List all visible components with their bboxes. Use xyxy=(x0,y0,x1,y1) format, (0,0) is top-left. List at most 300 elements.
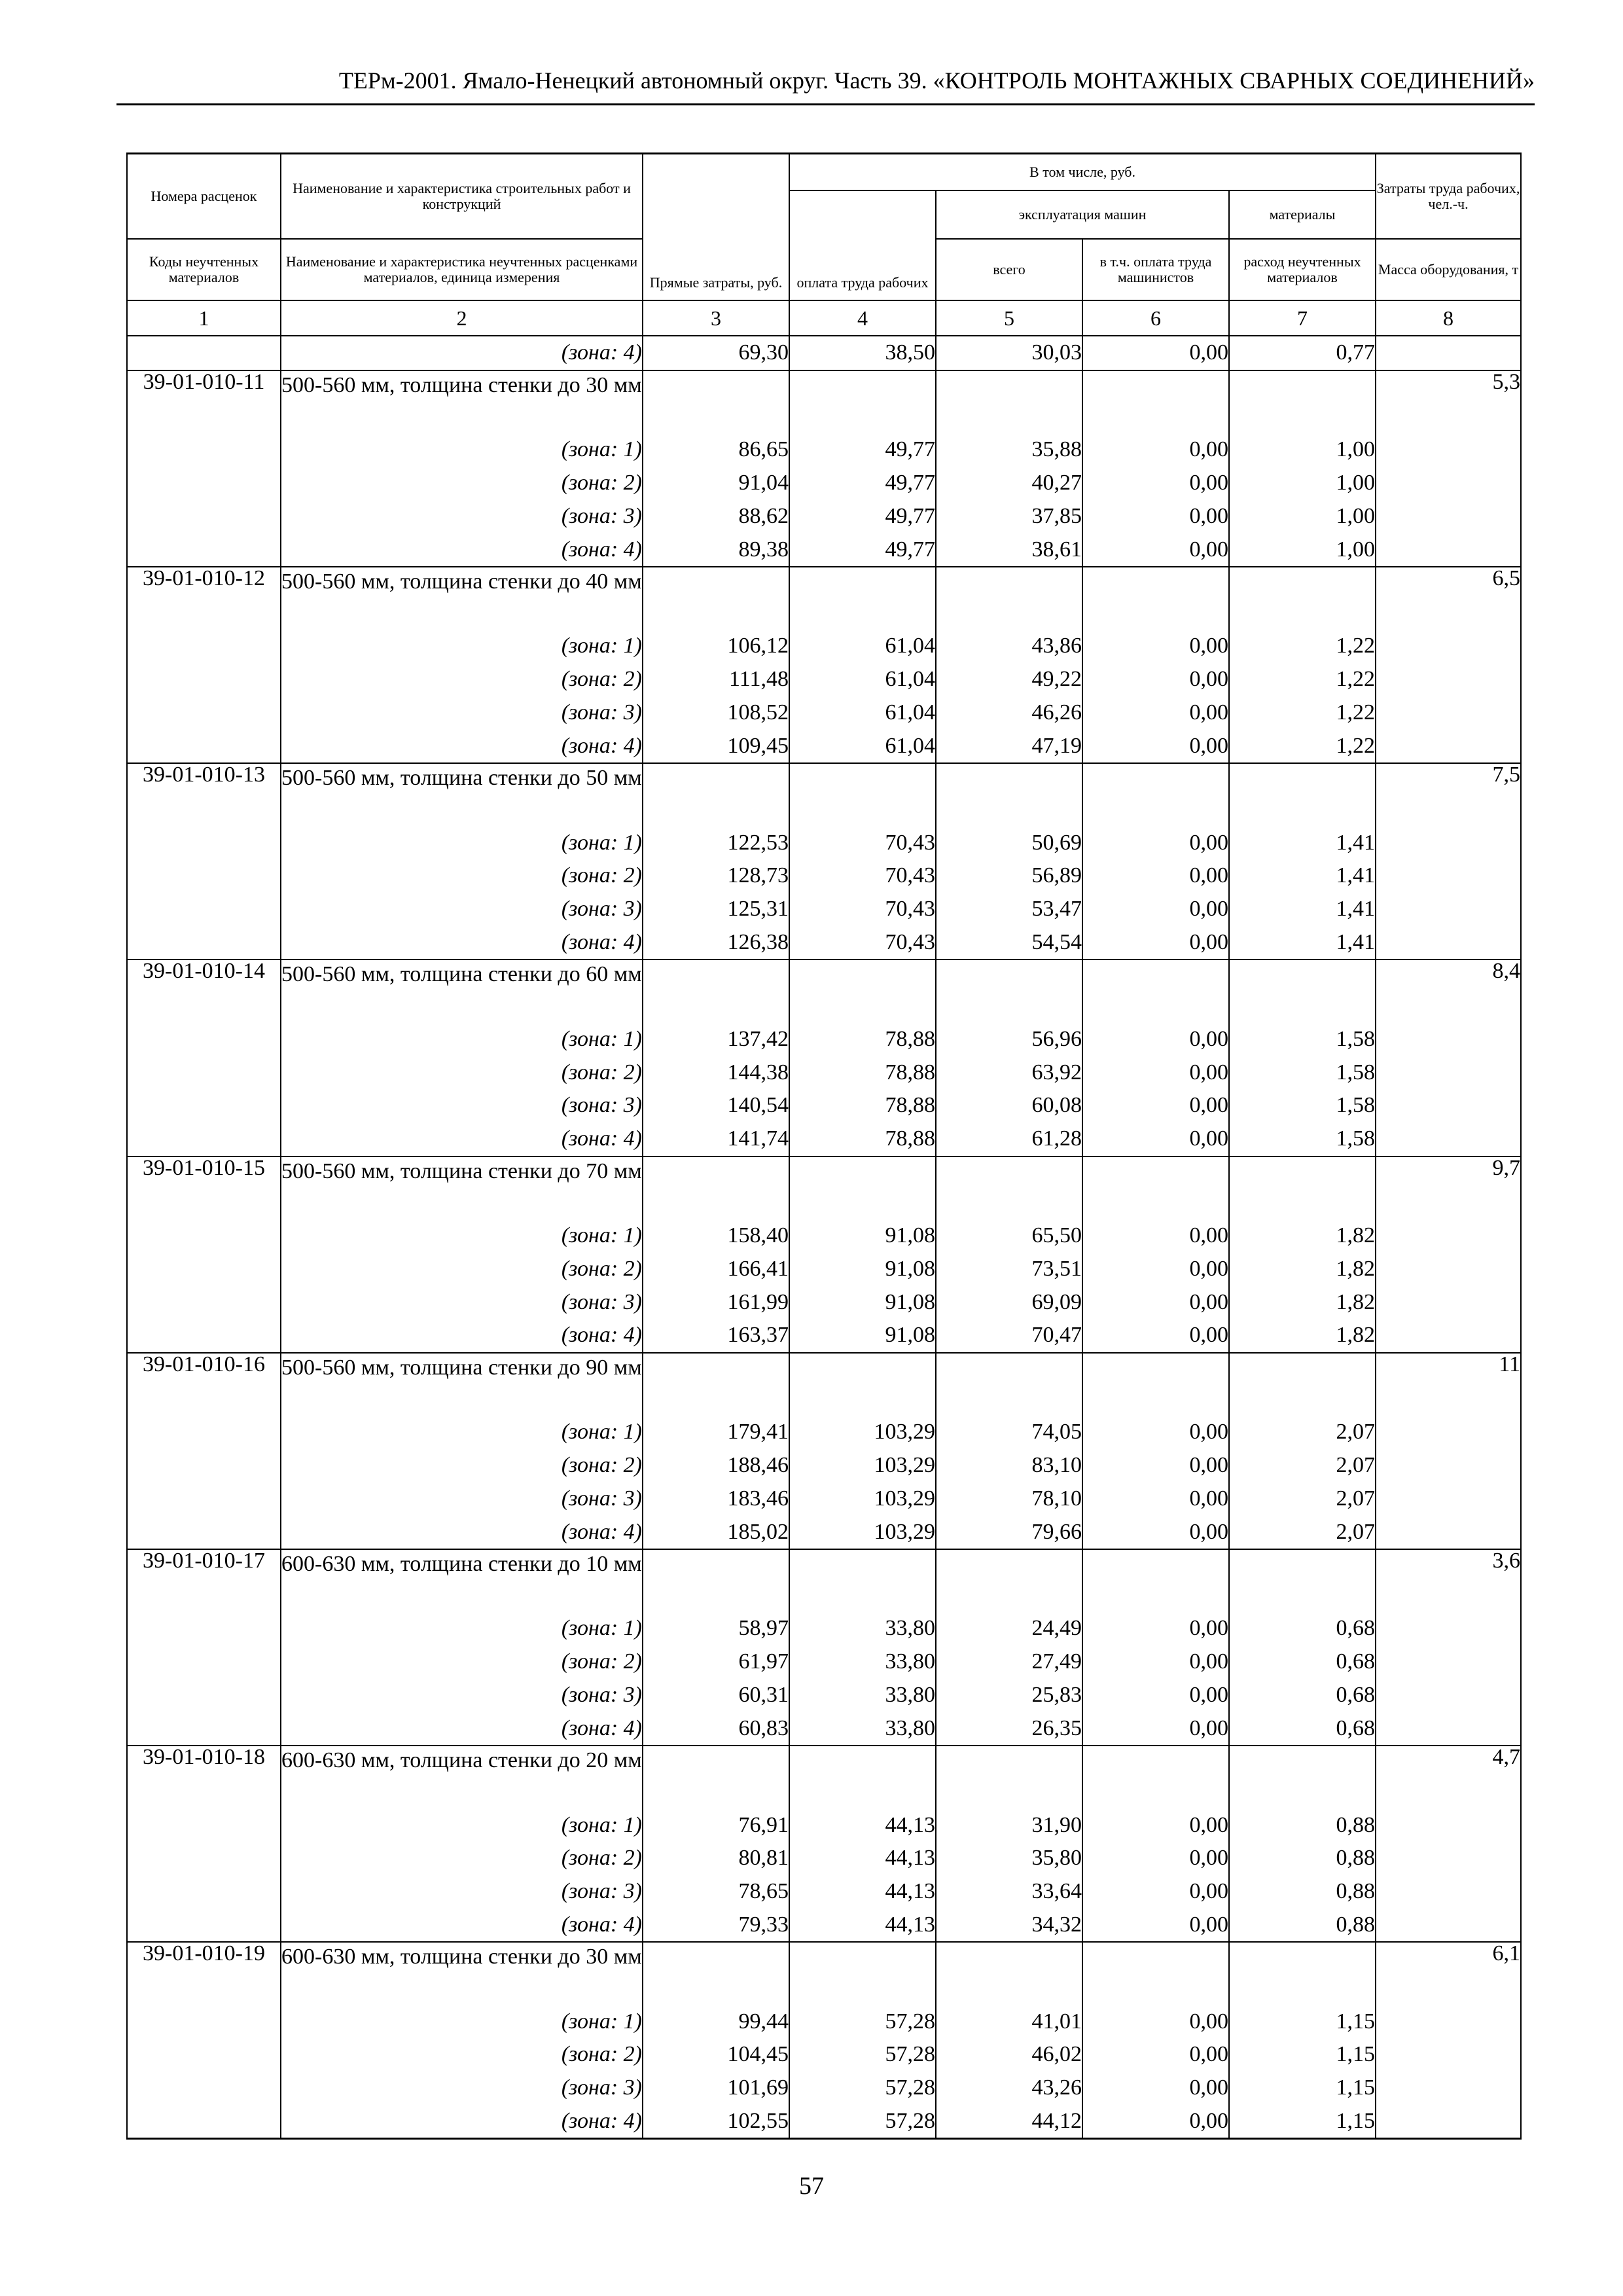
empty-cell xyxy=(1082,763,1229,826)
machinist-pay: 0,00 xyxy=(1082,1319,1229,1353)
zone-row xyxy=(127,1285,1521,1319)
zone-label: (зона: 4) xyxy=(281,729,643,763)
empty-cell xyxy=(789,960,936,1022)
zone-row xyxy=(127,1319,1521,1353)
materials-cost: 1,41 xyxy=(1229,826,1376,859)
code-cell xyxy=(127,893,281,926)
rate-entry-row xyxy=(127,1942,1521,2005)
zone-row xyxy=(127,1909,1521,1943)
work-description: 600-630 мм, толщина стенки до 20 мм xyxy=(281,1746,643,1808)
labor-cell xyxy=(1376,2005,1521,2038)
direct-costs: 111,48 xyxy=(643,663,789,696)
empty-cell xyxy=(789,1353,936,1416)
worker-pay: 49,77 xyxy=(789,433,936,467)
work-description: 500-560 мм, толщина стенки до 30 мм xyxy=(281,370,643,433)
labor-hours: 6,5 xyxy=(1376,567,1521,630)
empty-cell xyxy=(936,1353,1082,1416)
rate-code: 39-01-010-17 xyxy=(127,1549,281,1612)
code-cell xyxy=(127,1022,281,1056)
direct-costs: 60,83 xyxy=(643,1712,789,1746)
zone-label: (зона: 2) xyxy=(281,1056,643,1089)
machines-total: 26,35 xyxy=(936,1712,1082,1746)
code-cell xyxy=(127,926,281,960)
header-col8-top: Затраты труда рабочих, чел.-ч. xyxy=(1376,154,1521,240)
machines-total: 33,64 xyxy=(936,1875,1082,1909)
machines-total: 47,19 xyxy=(936,729,1082,763)
machines-total: 83,10 xyxy=(936,1449,1082,1482)
work-description: 600-630 мм, толщина стенки до 30 мм xyxy=(281,1942,643,2005)
empty-cell xyxy=(1082,1157,1229,1219)
page-number: 57 xyxy=(799,2172,824,2200)
zone-label: (зона: 4) xyxy=(281,1122,643,1157)
direct-costs: 126,38 xyxy=(643,926,789,960)
labor-cell xyxy=(1376,1612,1521,1645)
materials-cost: 0,88 xyxy=(1229,1842,1376,1875)
machinist-pay: 0,00 xyxy=(1082,499,1229,533)
header-col4: оплата труда рабочих xyxy=(789,190,936,300)
code-cell xyxy=(127,1449,281,1482)
worker-pay: 70,43 xyxy=(789,859,936,893)
column-number: 5 xyxy=(936,300,1082,336)
header-col7: расход неучтенных материалов xyxy=(1229,239,1376,300)
labor-cell xyxy=(1376,663,1521,696)
zone-row xyxy=(127,1089,1521,1122)
empty-cell xyxy=(643,370,789,433)
labor-cell xyxy=(1376,1679,1521,1712)
worker-pay: 33,80 xyxy=(789,1645,936,1679)
labor-cell xyxy=(1376,1252,1521,1285)
zone-label: (зона: 3) xyxy=(281,1482,643,1515)
labor-cell xyxy=(1376,1712,1521,1746)
zone-label: (зона: 4) xyxy=(281,1712,643,1746)
zone-row xyxy=(127,1645,1521,1679)
zone-row xyxy=(127,2072,1521,2105)
materials-cost: 1,41 xyxy=(1229,926,1376,960)
empty-cell xyxy=(1082,1746,1229,1808)
empty-cell xyxy=(1229,1746,1376,1808)
machines-total: 44,12 xyxy=(936,2105,1082,2139)
labor-cell xyxy=(1376,499,1521,533)
labor-cell xyxy=(1376,1515,1521,1549)
direct-costs: 60,31 xyxy=(643,1679,789,1712)
direct-costs: 137,42 xyxy=(643,1022,789,1056)
worker-pay: 91,08 xyxy=(789,1285,936,1319)
code-cell xyxy=(127,663,281,696)
empty-cell xyxy=(1229,370,1376,433)
direct-costs: 78,65 xyxy=(643,1875,789,1909)
machinist-pay: 0,00 xyxy=(1082,336,1229,370)
worker-pay: 33,80 xyxy=(789,1712,936,1746)
direct-costs: 106,12 xyxy=(643,630,789,663)
machinist-pay: 0,00 xyxy=(1082,1842,1229,1875)
labor-hours: 7,5 xyxy=(1376,763,1521,826)
labor-cell xyxy=(1376,630,1521,663)
materials-cost: 2,07 xyxy=(1229,1515,1376,1549)
code-cell xyxy=(127,2038,281,2072)
zone-row xyxy=(127,1842,1521,1875)
machinist-pay: 0,00 xyxy=(1082,1252,1229,1285)
materials-cost: 1,22 xyxy=(1229,663,1376,696)
empty-cell xyxy=(1229,567,1376,630)
zone-row xyxy=(127,1482,1521,1515)
labor-hours: 9,7 xyxy=(1376,1157,1521,1219)
zone-row xyxy=(127,859,1521,893)
labor-hours: 3,6 xyxy=(1376,1549,1521,1612)
materials-cost: 1,22 xyxy=(1229,696,1376,730)
worker-pay: 61,04 xyxy=(789,630,936,663)
zone-label: (зона: 3) xyxy=(281,2072,643,2105)
labor-hours: 5,3 xyxy=(1376,370,1521,433)
zone-label: (зона: 2) xyxy=(281,467,643,500)
empty-cell xyxy=(789,567,936,630)
zone-row xyxy=(127,2105,1521,2139)
code-cell xyxy=(127,1645,281,1679)
code-cell xyxy=(127,1416,281,1449)
machinist-pay: 0,00 xyxy=(1082,1712,1229,1746)
materials-cost: 0,68 xyxy=(1229,1712,1376,1746)
worker-pay: 61,04 xyxy=(789,663,936,696)
labor-cell xyxy=(1376,1645,1521,1679)
direct-costs: 76,91 xyxy=(643,1808,789,1842)
code-cell xyxy=(127,2072,281,2105)
zone-label: (зона: 2) xyxy=(281,1252,643,1285)
labor-cell xyxy=(1376,1482,1521,1515)
worker-pay: 70,43 xyxy=(789,926,936,960)
machinist-pay: 0,00 xyxy=(1082,1285,1229,1319)
materials-cost: 1,15 xyxy=(1229,2005,1376,2038)
header-machines: эксплуатация машин xyxy=(936,190,1229,239)
empty-cell xyxy=(1229,1157,1376,1219)
rate-entry-row xyxy=(127,763,1521,826)
zone-label: (зона: 2) xyxy=(281,859,643,893)
machinist-pay: 0,00 xyxy=(1082,533,1229,567)
machines-total: 49,22 xyxy=(936,663,1082,696)
code-cell xyxy=(127,1842,281,1875)
labor-cell xyxy=(1376,926,1521,960)
machinist-pay: 0,00 xyxy=(1082,2072,1229,2105)
machinist-pay: 0,00 xyxy=(1082,859,1229,893)
header-col2-bottom: Наименование и характеристика неучтенных расценками материалов, единица измерения xyxy=(281,239,643,300)
direct-costs: 108,52 xyxy=(643,696,789,730)
materials-cost: 1,41 xyxy=(1229,893,1376,926)
empty-cell xyxy=(1082,1942,1229,2005)
rate-entry-row xyxy=(127,1549,1521,1612)
materials-cost: 0,88 xyxy=(1229,1808,1376,1842)
empty-cell xyxy=(1229,960,1376,1022)
worker-pay: 57,28 xyxy=(789,2105,936,2139)
direct-costs: 58,97 xyxy=(643,1612,789,1645)
worker-pay: 78,88 xyxy=(789,1056,936,1089)
code-cell xyxy=(127,1712,281,1746)
labor-cell xyxy=(1376,533,1521,567)
direct-costs: 163,37 xyxy=(643,1319,789,1353)
zone-label: (зона: 1) xyxy=(281,2005,643,2038)
machines-total: 40,27 xyxy=(936,467,1082,500)
code-cell xyxy=(127,2005,281,2038)
code-cell xyxy=(127,1679,281,1712)
zone-row xyxy=(127,1022,1521,1056)
code-cell xyxy=(127,696,281,730)
zone-row xyxy=(127,433,1521,467)
worker-pay: 91,08 xyxy=(789,1252,936,1285)
machinist-pay: 0,00 xyxy=(1082,1122,1229,1157)
direct-costs: 122,53 xyxy=(643,826,789,859)
zone-row xyxy=(127,1416,1521,1449)
machinist-pay: 0,00 xyxy=(1082,1875,1229,1909)
machinist-pay: 0,00 xyxy=(1082,1056,1229,1089)
worker-pay: 78,88 xyxy=(789,1089,936,1122)
zone-row xyxy=(127,1252,1521,1285)
materials-cost: 0,68 xyxy=(1229,1679,1376,1712)
zone-row xyxy=(127,2005,1521,2038)
machines-total: 70,47 xyxy=(936,1319,1082,1353)
zone-label: (зона: 2) xyxy=(281,663,643,696)
worker-pay: 103,29 xyxy=(789,1482,936,1515)
materials-cost: 1,00 xyxy=(1229,533,1376,567)
direct-costs: 99,44 xyxy=(643,2005,789,2038)
labor-hours: 4,7 xyxy=(1376,1746,1521,1808)
zone-row xyxy=(127,1679,1521,1712)
machinist-pay: 0,00 xyxy=(1082,1612,1229,1645)
materials-cost: 1,82 xyxy=(1229,1319,1376,1353)
machinist-pay: 0,00 xyxy=(1082,663,1229,696)
header-col5: всего xyxy=(936,239,1082,300)
machinist-pay: 0,00 xyxy=(1082,1645,1229,1679)
zone-label: (зона: 1) xyxy=(281,826,643,859)
materials-cost: 1,82 xyxy=(1229,1252,1376,1285)
machines-total: 43,26 xyxy=(936,2072,1082,2105)
materials-cost: 0,88 xyxy=(1229,1909,1376,1943)
labor-cell xyxy=(1376,1022,1521,1056)
worker-pay: 57,28 xyxy=(789,2038,936,2072)
machines-total: 60,08 xyxy=(936,1089,1082,1122)
work-description: 500-560 мм, толщина стенки до 90 мм xyxy=(281,1353,643,1416)
labor-hours: 11 xyxy=(1376,1353,1521,1416)
direct-costs: 128,73 xyxy=(643,859,789,893)
worker-pay: 38,50 xyxy=(789,336,936,370)
labor-cell xyxy=(1376,2072,1521,2105)
zone-label: (зона: 3) xyxy=(281,1875,643,1909)
machines-total: 27,49 xyxy=(936,1645,1082,1679)
empty-cell xyxy=(643,763,789,826)
zone-row xyxy=(127,1808,1521,1842)
rate-entry-row xyxy=(127,567,1521,630)
code-cell xyxy=(127,1056,281,1089)
zone-row xyxy=(127,663,1521,696)
empty-cell xyxy=(1082,960,1229,1022)
direct-costs: 183,46 xyxy=(643,1482,789,1515)
direct-costs: 125,31 xyxy=(643,893,789,926)
zone-row xyxy=(127,1122,1521,1157)
empty-cell xyxy=(643,960,789,1022)
empty-cell xyxy=(936,1157,1082,1219)
direct-costs: 109,45 xyxy=(643,729,789,763)
labor-cell xyxy=(1376,1875,1521,1909)
zone-row xyxy=(127,926,1521,960)
header-col8-bottom: Масса оборудования, т xyxy=(1376,239,1521,300)
header-divider xyxy=(116,103,1535,105)
labor-cell xyxy=(1376,1219,1521,1253)
machines-total: 24,49 xyxy=(936,1612,1082,1645)
zone-row xyxy=(127,729,1521,763)
direct-costs: 88,62 xyxy=(643,499,789,533)
rates-table xyxy=(126,152,1522,2140)
rate-code: 39-01-010-18 xyxy=(127,1746,281,1808)
header-col1-top: Номера расценок xyxy=(127,154,281,240)
machinist-pay: 0,00 xyxy=(1082,1808,1229,1842)
machines-total: 35,80 xyxy=(936,1842,1082,1875)
zone-label: (зона: 1) xyxy=(281,433,643,467)
labor-hours: 6,1 xyxy=(1376,1942,1521,2005)
machines-total: 69,09 xyxy=(936,1285,1082,1319)
machinist-pay: 0,00 xyxy=(1082,893,1229,926)
zone-label: (зона: 1) xyxy=(281,1808,643,1842)
direct-costs: 89,38 xyxy=(643,533,789,567)
materials-cost: 1,22 xyxy=(1229,630,1376,663)
worker-pay: 91,08 xyxy=(789,1319,936,1353)
rate-code: 39-01-010-14 xyxy=(127,960,281,1022)
zone-label: (зона: 1) xyxy=(281,1022,643,1056)
code-cell xyxy=(127,533,281,567)
code-cell xyxy=(127,1909,281,1943)
empty-cell xyxy=(789,370,936,433)
machinist-pay: 0,00 xyxy=(1082,1482,1229,1515)
empty-cell xyxy=(789,763,936,826)
zone-row xyxy=(127,696,1521,730)
machines-total: 31,90 xyxy=(936,1808,1082,1842)
empty-cell xyxy=(643,567,789,630)
empty-cell xyxy=(936,960,1082,1022)
machines-total: 56,89 xyxy=(936,859,1082,893)
header-materials: материалы xyxy=(1229,190,1376,239)
rate-entry-row xyxy=(127,370,1521,433)
empty-cell xyxy=(789,1157,936,1219)
worker-pay: 61,04 xyxy=(789,696,936,730)
labor-cell xyxy=(1376,729,1521,763)
zone-label: (зона: 4) xyxy=(281,2105,643,2139)
worker-pay: 70,43 xyxy=(789,893,936,926)
machines-total: 46,02 xyxy=(936,2038,1082,2072)
machines-total: 43,86 xyxy=(936,630,1082,663)
machines-total: 63,92 xyxy=(936,1056,1082,1089)
empty-cell xyxy=(936,763,1082,826)
zone-label: (зона: 4) xyxy=(281,533,643,567)
worker-pay: 33,80 xyxy=(789,1612,936,1645)
zone-row xyxy=(127,467,1521,500)
rate-code: 39-01-010-13 xyxy=(127,763,281,826)
worker-pay: 103,29 xyxy=(789,1449,936,1482)
machinist-pay: 0,00 xyxy=(1082,696,1229,730)
zone-row xyxy=(127,2038,1521,2072)
materials-cost: 1,58 xyxy=(1229,1122,1376,1157)
zone-label: (зона: 1) xyxy=(281,1416,643,1449)
machinist-pay: 0,00 xyxy=(1082,1679,1229,1712)
machines-total: 74,05 xyxy=(936,1416,1082,1449)
labor-cell xyxy=(1376,859,1521,893)
machines-total: 56,96 xyxy=(936,1022,1082,1056)
labor-cell xyxy=(1376,826,1521,859)
empty-cell xyxy=(936,567,1082,630)
code-cell xyxy=(127,1612,281,1645)
rate-code: 39-01-010-15 xyxy=(127,1157,281,1219)
machines-total: 79,66 xyxy=(936,1515,1082,1549)
machines-total: 53,47 xyxy=(936,893,1082,926)
machinist-pay: 0,00 xyxy=(1082,1089,1229,1122)
materials-cost: 0,68 xyxy=(1229,1612,1376,1645)
zone-row xyxy=(127,826,1521,859)
machines-total: 34,32 xyxy=(936,1909,1082,1943)
materials-cost: 1,15 xyxy=(1229,2038,1376,2072)
labor-cell xyxy=(1376,433,1521,467)
zone-label: (зона: 3) xyxy=(281,696,643,730)
materials-cost: 1,82 xyxy=(1229,1219,1376,1253)
machinist-pay: 0,00 xyxy=(1082,729,1229,763)
code-cell xyxy=(127,433,281,467)
empty-cell xyxy=(643,1942,789,2005)
zone-row xyxy=(127,1875,1521,1909)
machinist-pay: 0,00 xyxy=(1082,2038,1229,2072)
direct-costs: 104,45 xyxy=(643,2038,789,2072)
zone-label: (зона: 3) xyxy=(281,1285,643,1319)
worker-pay: 33,80 xyxy=(789,1679,936,1712)
rate-entry-row xyxy=(127,1746,1521,1808)
worker-pay: 44,13 xyxy=(789,1842,936,1875)
rate-code: 39-01-010-19 xyxy=(127,1942,281,2005)
labor-hours: 8,4 xyxy=(1376,960,1521,1022)
header-including: В том числе, руб. xyxy=(789,154,1376,191)
empty-cell xyxy=(936,370,1082,433)
machinist-pay: 0,00 xyxy=(1082,467,1229,500)
labor-cell xyxy=(1376,1808,1521,1842)
direct-costs: 158,40 xyxy=(643,1219,789,1253)
direct-costs: 69,30 xyxy=(643,336,789,370)
machinist-pay: 0,00 xyxy=(1082,1449,1229,1482)
code-cell xyxy=(127,729,281,763)
labor-cell xyxy=(1376,1285,1521,1319)
rate-entry-row xyxy=(127,960,1521,1022)
work-description: 500-560 мм, толщина стенки до 60 мм xyxy=(281,960,643,1022)
empty-cell xyxy=(1229,1942,1376,2005)
table-body xyxy=(127,336,1521,2139)
machinist-pay: 0,00 xyxy=(1082,2005,1229,2038)
work-description: 500-560 мм, толщина стенки до 70 мм xyxy=(281,1157,643,1219)
materials-cost: 1,58 xyxy=(1229,1089,1376,1122)
work-description: 500-560 мм, толщина стенки до 50 мм xyxy=(281,763,643,826)
labor-cell xyxy=(1376,467,1521,500)
materials-cost: 1,58 xyxy=(1229,1022,1376,1056)
empty-cell xyxy=(789,1549,936,1612)
labor-cell xyxy=(1376,893,1521,926)
labor-cell xyxy=(1376,1319,1521,1353)
column-number: 8 xyxy=(1376,300,1521,336)
empty-cell xyxy=(936,1746,1082,1808)
materials-cost: 1,15 xyxy=(1229,2072,1376,2105)
machines-total: 61,28 xyxy=(936,1122,1082,1157)
labor-cell xyxy=(1376,1089,1521,1122)
zone-label: (зона: 1) xyxy=(281,630,643,663)
worker-pay: 49,77 xyxy=(789,499,936,533)
direct-costs: 102,55 xyxy=(643,2105,789,2139)
direct-costs: 144,38 xyxy=(643,1056,789,1089)
work-description: 500-560 мм, толщина стенки до 40 мм xyxy=(281,567,643,630)
machinist-pay: 0,00 xyxy=(1082,433,1229,467)
empty-cell xyxy=(936,1549,1082,1612)
materials-cost: 1,00 xyxy=(1229,433,1376,467)
empty-cell xyxy=(1082,1549,1229,1612)
zone-label: (зона: 1) xyxy=(281,1219,643,1253)
machinist-pay: 0,00 xyxy=(1082,630,1229,663)
machinist-pay: 0,00 xyxy=(1082,1219,1229,1253)
